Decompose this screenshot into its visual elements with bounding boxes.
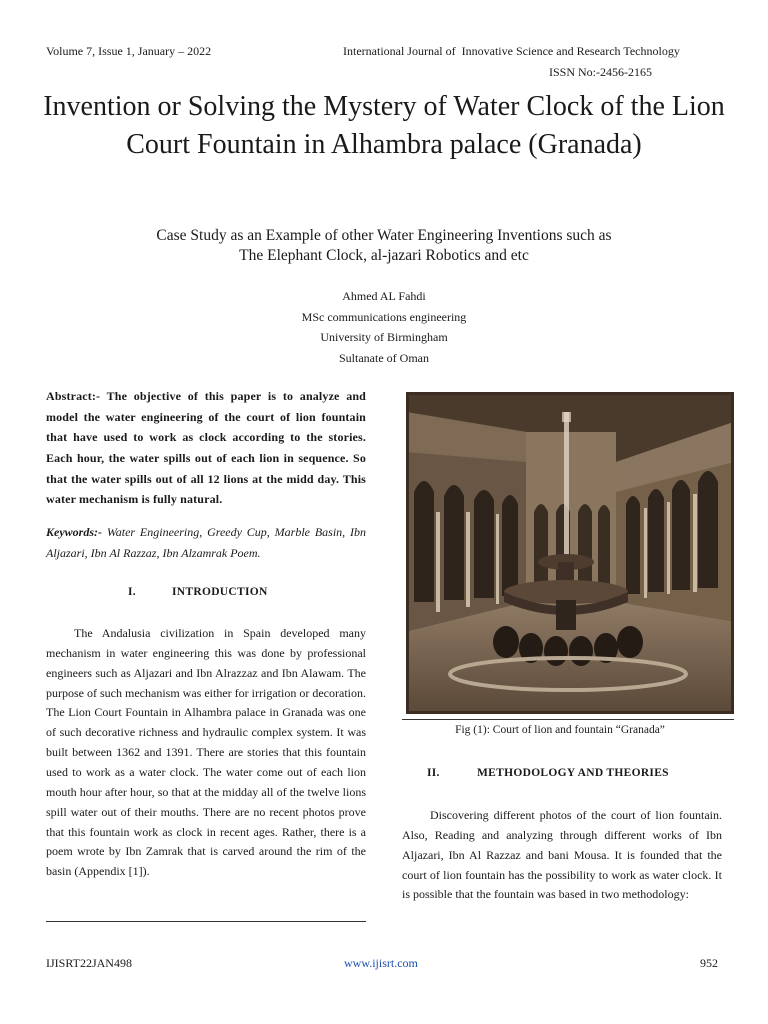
keywords-label: Keywords:- (46, 525, 102, 539)
section-title: METHODOLOGY AND THEORIES (477, 767, 669, 779)
figure-rule (402, 719, 734, 720)
author-country: Sultanate of Oman (339, 350, 429, 365)
keywords (46, 522, 366, 563)
footer-paper-id: IJISRT22JAN498 (46, 956, 132, 970)
footer-url[interactable] (344, 956, 418, 971)
header-journal: International Journal of Innovative Science and Research Technology (343, 44, 680, 58)
methodology-text: Discovering different photos of the court of lion fountain. Also, Reading and analyzing through different works of Ibn Aljazari, Ibn Al Razzaz and bani Mousa. It is founded that the court of lion fountain has the possibility to work as water clock. It is possible that the fountain was based in two methodology: (402, 808, 722, 902)
subtitle-line-1: Case Study as an Example of other Water Engineering Inventions such as (156, 227, 612, 244)
introduction-paragraph (46, 624, 366, 882)
abstract (46, 386, 366, 510)
figure-caption: Fig (1): Court of lion and fountain “Granada” (455, 724, 665, 736)
header-issn: ISSN No:-2456-2165 (549, 65, 653, 79)
introduction-text: The Andalusia civilization in Spain developed many mechanism in water engineering this was done by professional engineers such as Aljazari and Ibn Alrazzaz and Ibn Alawam. The purpose of such mechanism was either for irrigation or decoration. The Lion Court Fountain in Alhambra palace in Granada was one of such decorative richness and hydraulic complex system. It was built between 1362 and 1391. There are stories that this fountain used to work as a water clock. The water come out of each lion mouth hour after hour, so that at the midday all of the twelve lions spill water out of their mouths. There are no recent photos prove that this fountain work as clock in recent ages. Rather, there is a poem wrote by Ibn Zamrak that is carved around the rim of the basin (Appendix [1]). (46, 626, 366, 879)
paper-subtitle (60, 226, 708, 267)
methodology-paragraph (402, 806, 722, 905)
author-name: Ahmed AL Fahdi (342, 289, 426, 303)
figure-photo-lion-court (406, 392, 734, 714)
header-volume: Volume 7, Issue 1, January – 2022 (46, 44, 212, 58)
keywords-text: Water Engineering, Greedy Cup, Marble Basin, Ibn Aljazari, Ibn Al Razzaz, Ibn Alzamrak Poem. (46, 525, 366, 560)
abstract-label: Abstract:- (46, 389, 101, 403)
author-university: University of Birmingham (320, 330, 448, 345)
abstract-text: The objective of this paper is to analyze and model the water engineering of the court of lion fountain that have used to work as clock according to the stories. Each hour, the water spills out of each lion in sequence. So that the water spills out of all 12 lions at the midd day. This water mechanism is fully natural. (46, 389, 366, 507)
section-number: II. (427, 767, 440, 779)
footer-link[interactable]: www.ijisrt.com (344, 956, 418, 970)
paper-title: Invention or Solving the Mystery of Water Clock of the Lion Court Fountain in Alhambra palace (Granada) (43, 91, 725, 161)
author-degree: MSc communications engineering (301, 309, 467, 324)
fountain-illustration (406, 392, 734, 714)
section-number: I. (128, 586, 136, 598)
section-heading-introduction (128, 586, 268, 598)
author-block (184, 286, 584, 369)
column-rule-left (46, 921, 366, 922)
section-title: INTRODUCTION (172, 586, 268, 598)
section-heading-methodology (427, 767, 669, 779)
footer-page-number: 952 (700, 956, 718, 970)
subtitle-line-2: The Elephant Clock, al-jazari Robotics and etc (239, 247, 529, 265)
